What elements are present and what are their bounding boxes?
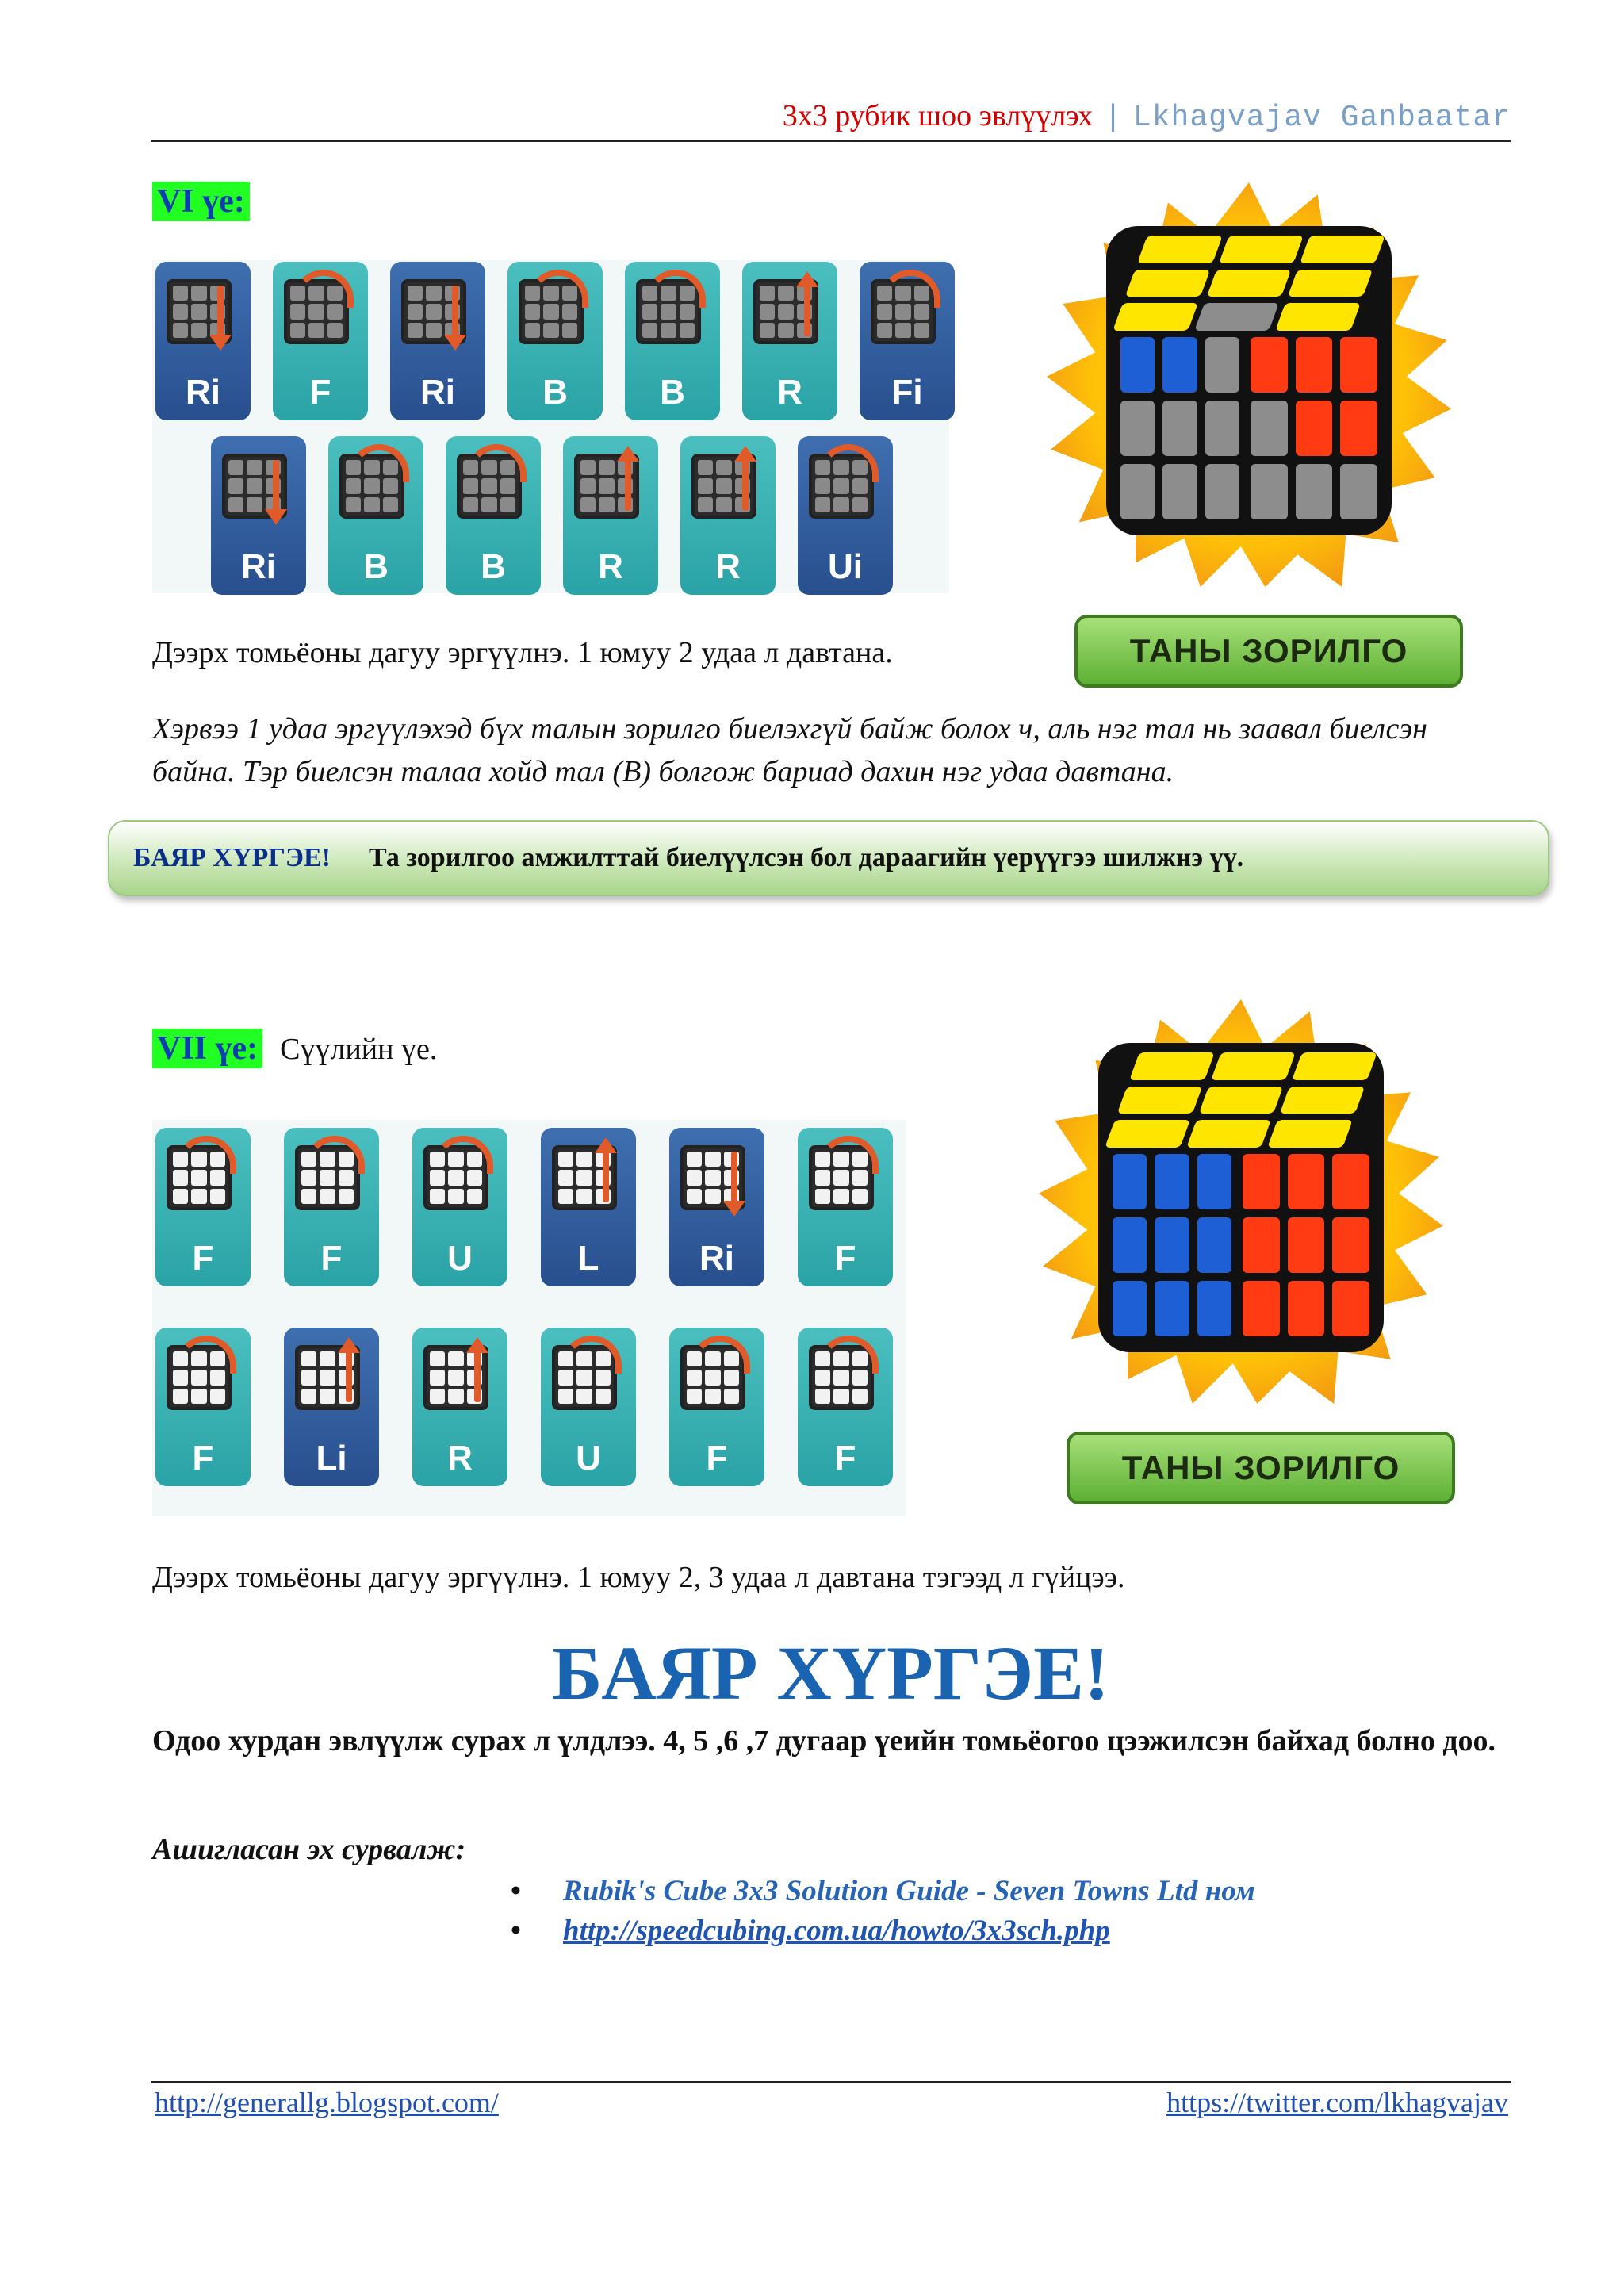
congrats-label: БАЯР ХҮРГЭЕ! — [133, 843, 331, 872]
move-label: F — [834, 1439, 856, 1478]
move-arrow-icon — [217, 286, 224, 336]
move-tile — [680, 436, 776, 595]
move-arrow-icon — [346, 1351, 352, 1402]
move-tile — [155, 1328, 251, 1486]
move-label: F — [192, 1239, 214, 1278]
final-title: БАЯР ХҮРГЭЕ! — [552, 1631, 1109, 1715]
stage7-instruction: Дээрх томьёоны дагуу эргүүлнэ. 1 юмуу 2, 3 удаа л давтана тэгээд л гүйцээ. — [152, 1561, 1125, 1594]
source-item-book: • Rubik's Cube 3x3 Solution Guide - Seven Towns Ltd ном — [508, 1872, 1255, 1911]
move-tile — [742, 262, 837, 420]
stage7-goal-image — [1023, 999, 1459, 1491]
header-title: 3x3 рубик шоо эвлүүлэх — [782, 99, 1094, 132]
move-arrow-icon — [742, 460, 749, 511]
move-tile — [155, 1128, 251, 1286]
rotate-arrow-icon — [349, 444, 409, 482]
header-separator: | — [1104, 101, 1122, 135]
move-label: F — [320, 1239, 343, 1278]
move-tile — [798, 1128, 893, 1286]
rotate-arrow-icon — [645, 270, 706, 308]
stage7-tag: VII үе: — [152, 1029, 262, 1068]
stage7-heading — [152, 1028, 437, 1069]
move-label: Ui — [828, 547, 863, 586]
rotate-arrow-icon — [176, 1136, 236, 1174]
move-arrow-icon — [731, 1152, 737, 1202]
move-tile — [625, 262, 720, 420]
move-tile — [508, 262, 603, 420]
stage6-instruction: Дээрх томьёоны дагуу эргүүлнэ. 1 юмуу 2 удаа л давтана. — [152, 636, 893, 669]
move-arrow-icon — [603, 1152, 609, 1202]
move-arrow-icon — [804, 286, 810, 336]
move-tile — [328, 436, 423, 595]
move-tile — [541, 1128, 636, 1286]
move-tile — [541, 1328, 636, 1486]
rotate-arrow-icon — [176, 1336, 236, 1374]
rotate-arrow-icon — [561, 1336, 622, 1374]
move-label: R — [447, 1439, 473, 1478]
page-header — [151, 97, 1511, 137]
move-label: B — [542, 373, 568, 412]
rotate-arrow-icon — [690, 1336, 750, 1374]
move-label: F — [192, 1439, 214, 1478]
move-label: Ri — [420, 373, 455, 412]
move-tile — [284, 1328, 379, 1486]
footer-left-link[interactable]: http://generallg.blogspot.com/ — [155, 2087, 499, 2118]
move-label: Ri — [186, 373, 220, 412]
move-tile — [446, 436, 541, 595]
stage7-subtitle: Сүүлийн үе. — [280, 1033, 438, 1066]
move-tile — [563, 436, 658, 595]
move-label: B — [660, 373, 685, 412]
move-arrow-icon — [452, 286, 458, 336]
move-tile — [273, 262, 368, 420]
stage6-note: Хэрвээ 1 удаа эргүүлэхэд бүх талын зорилго биелэхгүй байж болох ч, аль нэг тал нь заавал биелсэн байна. Тэр биелсэн талаа хойд тал (B) болгож бариад дахин нэг удаа давтана. — [152, 712, 1427, 788]
move-label: B — [363, 547, 389, 586]
move-label: Li — [316, 1439, 347, 1478]
rotate-arrow-icon — [818, 1136, 879, 1174]
footer-right-link[interactable]: https://twitter.com/lkhagvajav — [1166, 2087, 1508, 2118]
rotate-arrow-icon — [818, 444, 879, 482]
move-tile — [669, 1328, 764, 1486]
rotate-arrow-icon — [304, 1136, 365, 1174]
move-arrow-icon — [273, 460, 279, 511]
move-tile — [155, 262, 251, 420]
goal-label: ТАНЫ ЗОРИЛГО — [1074, 615, 1463, 688]
move-label: L — [577, 1239, 599, 1278]
move-arrow-icon — [625, 460, 631, 511]
move-tile — [412, 1328, 508, 1486]
final-text: Одоо хурдан эвлүүлж сурах л үлдлээ. 4, 5 ,6 ,7 дугаар үеийн томьёогоо цээжилсэн байхад болно доо. — [152, 1724, 1496, 1757]
header-author: Lkhagvajav Ganbaatar — [1132, 101, 1511, 135]
move-label: B — [481, 547, 506, 586]
stage6-moves-panel — [152, 260, 949, 593]
move-tile — [390, 262, 485, 420]
move-label: R — [598, 547, 623, 586]
congrats-text: Та зорилгоо амжилттай биелүүлсэн бол дараагийн үерүүгээ шилжнэ үү. — [368, 843, 1244, 872]
rotate-arrow-icon — [433, 1136, 493, 1174]
stage6-tag: VI үе: — [152, 182, 250, 221]
move-tile — [284, 1128, 379, 1286]
sources-list — [508, 1872, 1255, 1951]
stage6-goal-image — [1031, 182, 1467, 674]
stage7-moves-panel — [152, 1120, 906, 1516]
rotate-arrow-icon — [818, 1336, 879, 1374]
move-tile — [412, 1128, 508, 1286]
footer-divider — [151, 2081, 1511, 2083]
rotate-arrow-icon — [293, 270, 354, 308]
move-tile — [798, 1328, 893, 1486]
move-label: Fi — [891, 373, 923, 412]
rotate-arrow-icon — [528, 270, 588, 308]
rubik-cube-icon — [1098, 1043, 1384, 1352]
move-tile — [860, 262, 955, 420]
move-tile — [211, 436, 306, 595]
move-tile — [669, 1128, 764, 1286]
rotate-arrow-icon — [880, 270, 940, 308]
move-label: R — [777, 373, 802, 412]
stage6-heading — [152, 181, 250, 222]
move-label: U — [576, 1439, 601, 1478]
move-label: F — [309, 373, 331, 412]
move-label: F — [834, 1239, 856, 1278]
congrats-banner — [108, 820, 1549, 896]
move-label: Ri — [699, 1239, 734, 1278]
move-label: R — [715, 547, 741, 586]
rotate-arrow-icon — [466, 444, 527, 482]
sources-title: Ашигласан эх сурвалж: — [152, 1833, 466, 1866]
header-divider — [151, 140, 1511, 142]
move-tile — [798, 436, 893, 595]
rubik-cube-icon — [1106, 226, 1392, 535]
source-item-link[interactable]: • http://speedcubing.com.ua/howto/3x3sch.php — [508, 1911, 1255, 1951]
move-label: U — [447, 1239, 473, 1278]
move-label: Ri — [241, 547, 276, 586]
goal-label: ТАНЫ ЗОРИЛГО — [1067, 1432, 1455, 1504]
move-arrow-icon — [474, 1351, 481, 1402]
move-label: F — [706, 1439, 728, 1478]
